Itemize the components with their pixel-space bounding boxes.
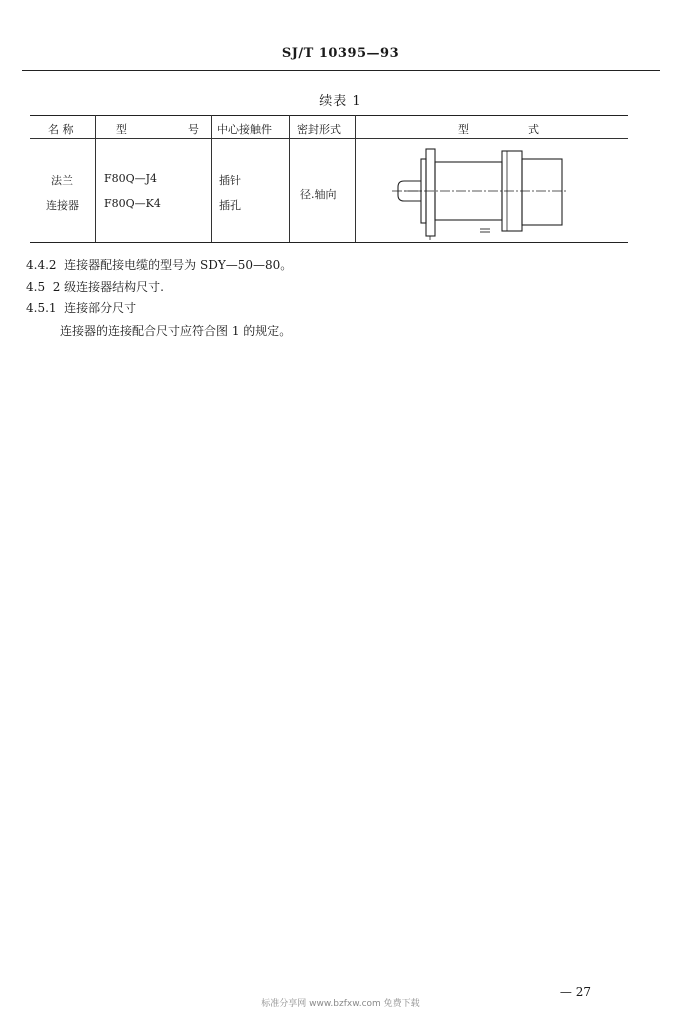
row-model-line1: F80Q—J4 [104, 172, 158, 185]
row-seal: 径.轴向 [300, 188, 337, 201]
col-divider-3 [289, 115, 290, 242]
page-number: — 27 [559, 985, 591, 999]
table-top-rule [30, 115, 628, 116]
connector-drawing [390, 145, 580, 240]
header-model-a: 型 [116, 123, 127, 136]
row-contact-line2: 插孔 [219, 199, 241, 212]
table-title: 续表 1 [319, 94, 362, 109]
clause-4-4-2: 4.4.2 连接器配接电缆的型号为 SDY—50—80。 [26, 258, 293, 272]
row-name-line2: 连接器 [46, 199, 79, 212]
col-divider-4 [355, 115, 356, 242]
standard-number: SJ/T 10395—93 [281, 46, 400, 61]
clause-4-5: 4.5 2 级连接器结构尺寸. [26, 280, 164, 294]
col-divider-2 [211, 115, 212, 242]
header-model-b: 号 [188, 123, 199, 136]
header-center-contact: 中心接触件 [217, 123, 272, 136]
header-rule [22, 70, 660, 71]
table-bottom-rule [30, 242, 628, 243]
row-model-line2: F80Q—K4 [104, 197, 161, 210]
row-name-line1: 法兰 [51, 174, 73, 187]
header-style-a: 型 [458, 123, 469, 136]
header-style-b: 式 [528, 123, 539, 136]
watermark: 标准分享网 www.bzfxw.com 免费下载 [261, 999, 420, 1009]
clause-4-5-1-text: 连接器的连接配合尺寸应符合图 1 的规定。 [60, 324, 292, 338]
table-header-rule [30, 138, 628, 139]
clause-4-5-1: 4.5.1 连接部分尺寸 [26, 301, 137, 315]
col-divider-1 [95, 115, 96, 242]
header-name: 名 称 [48, 123, 74, 136]
header-seal-type: 密封形式 [297, 123, 341, 136]
row-contact-line1: 插针 [219, 174, 241, 187]
